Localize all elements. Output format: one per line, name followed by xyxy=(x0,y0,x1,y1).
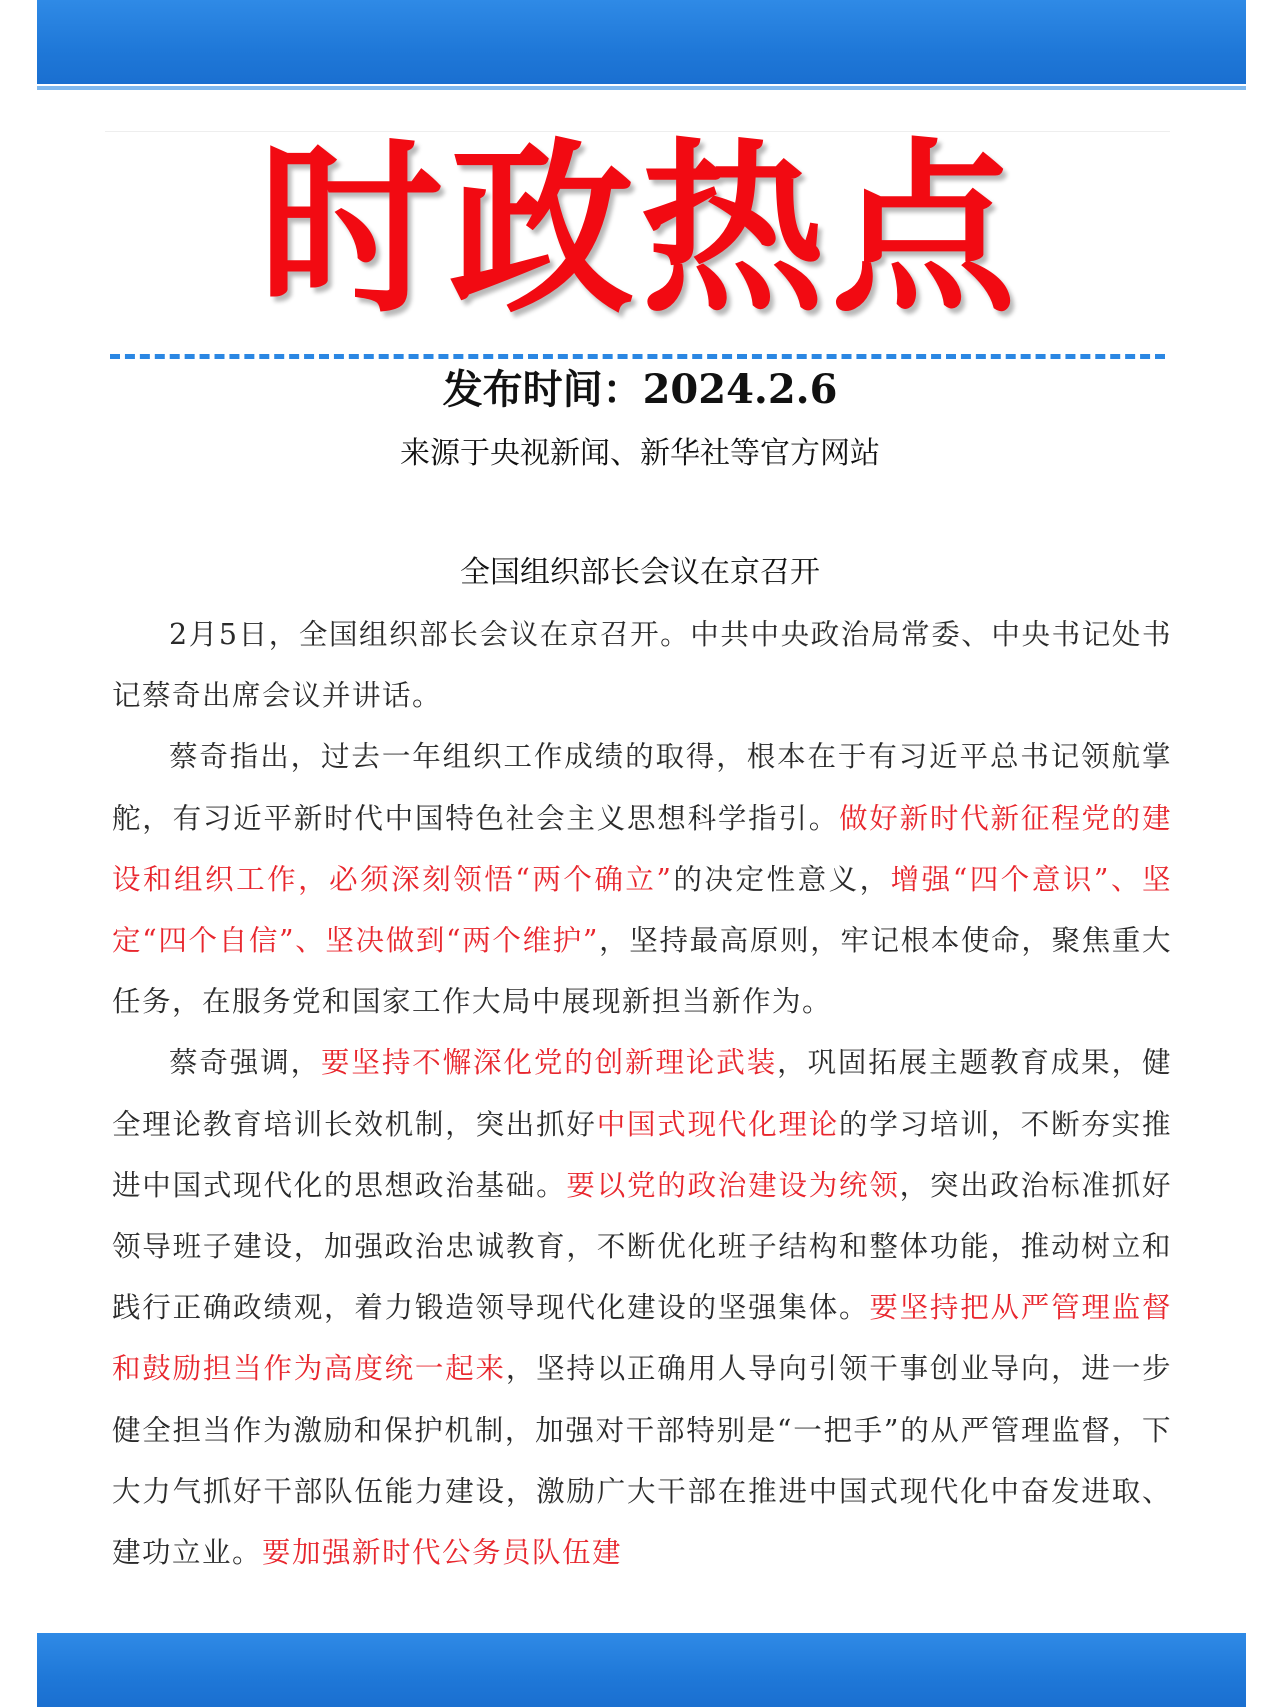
highlighted-text: 要以党的政治建设为统领 xyxy=(566,1168,900,1202)
text-segment: ，突出政治标准抓好领导班子建设，加强政治忠诚教育，不断优化班子结构和整体功能，推动树立和践行正确政绩观，着力锻造领导现代化建设的坚强集体。 xyxy=(112,1168,1172,1325)
text-segment: 的决定性意义， xyxy=(672,862,891,896)
article-title: 全国组织部长会议在京召开 xyxy=(460,555,820,590)
paragraph xyxy=(112,1032,1172,1583)
paragraph xyxy=(112,726,1172,1032)
publish-time: 发布时间：2024.2.6 xyxy=(442,366,838,413)
source-line: 来源于央视新闻、新华社等官方网站 xyxy=(400,436,880,471)
highlighted-text: 要坚持不懈深化党的创新理论武装 xyxy=(321,1046,778,1080)
text-segment: ，巩固拓展主题教育成果，健全理论教育培训长效机制，突出抓好 xyxy=(112,1046,1172,1141)
highlighted-text: 要加强新时代公务员队伍建 xyxy=(262,1536,623,1570)
text-segment: ，坚持以正确用人导向引领干事创业导向，进一步健全担当作为激励和保护机制，加强对干部特别是“一把手”的从严管理监督，下大力气抓好干部队伍能力建设，激励广大干部在推进中国式现代化中奋发进取、建功立业。 xyxy=(112,1352,1172,1570)
text-segment: 2月5日，全国组织部长会议在京召开。中共中央政治局常委、中央书记处书记蔡奇出席会议并讲话。 xyxy=(112,618,1172,713)
paragraph xyxy=(112,604,1172,726)
highlighted-text: 要坚持把从严管理监督和鼓励担当作为高度统一起来 xyxy=(112,1291,1172,1386)
page-title: 时政热点 xyxy=(258,122,1022,338)
highlighted-text: 做好新时代新征程党的建设和组织工作，必须深刻领悟“两个确立” xyxy=(112,801,1172,896)
text-segment: 蔡奇强调， xyxy=(169,1046,322,1080)
top-banner xyxy=(37,0,1246,84)
highlighted-text: 增强“四个意识”、坚定“四个自信”、坚决做到“两个维护” xyxy=(112,862,1172,958)
text-segment: 的学习培训，不断夯实推进中国式现代化的思想政治基础。 xyxy=(112,1107,1172,1202)
article-body xyxy=(112,604,1172,1583)
text-segment: 蔡奇指出，过去一年组织工作成绩的取得，根本在于有习近平总书记领航掌舵，有习近平新时代中国特色社会主义思想科学指引。 xyxy=(112,740,1172,835)
highlighted-text: 中国式现代化理论 xyxy=(596,1107,840,1141)
bottom-banner xyxy=(37,1633,1246,1707)
dashed-divider xyxy=(110,354,1165,359)
text-segment: ，坚持最高原则，牢记根本使命，聚焦重大任务，在服务党和国家工作大局中展现新担当新作为。 xyxy=(112,924,1172,1019)
